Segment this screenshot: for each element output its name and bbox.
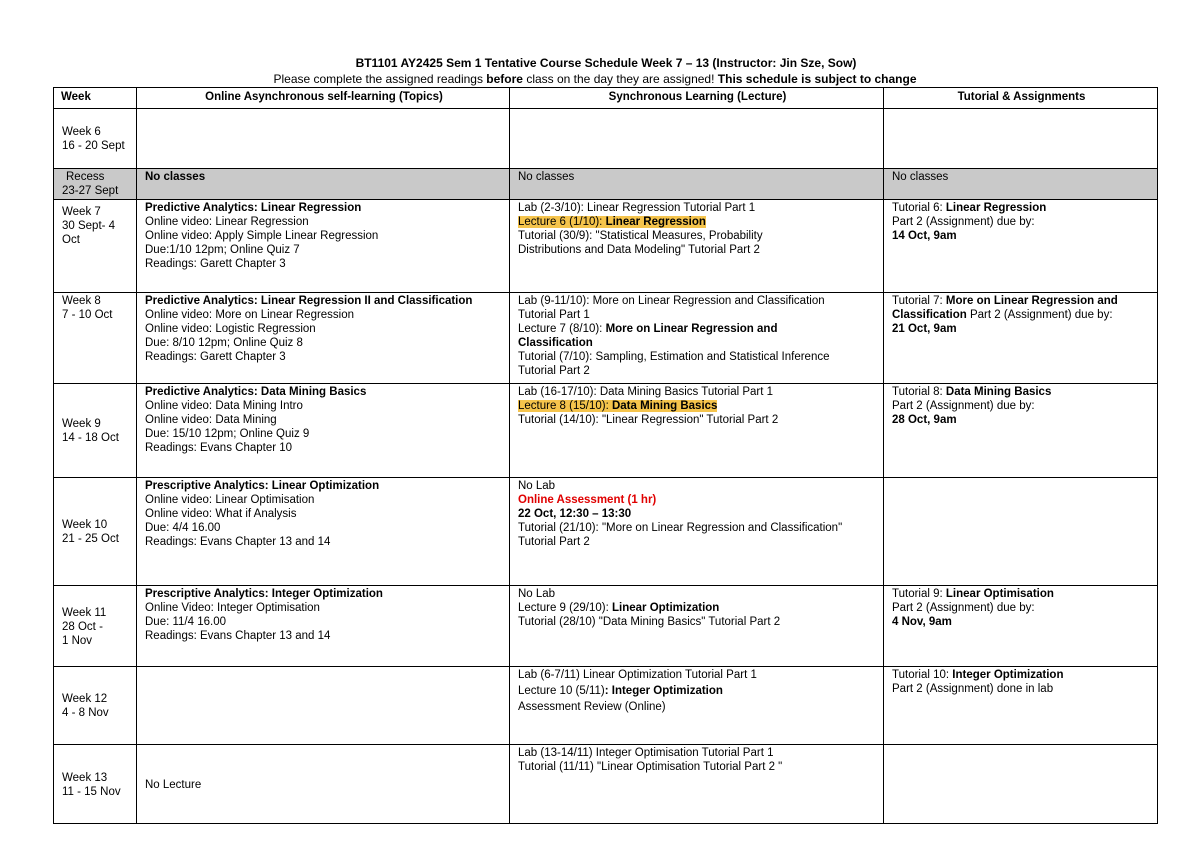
online-cell: Prescriptive Analytics: Integer Optimization Online Video: Integer Optimisation Due: 11/4 16.00 Readings: Evans Chapter 13 and 14 [137,586,510,667]
online-cell: Predictive Analytics: Linear Regression II and Classification Online video: More on Linear Regression Online video: Logistic Regression Due: 8/10 12pm; Online Quiz 8 Readings: Garett Chapter 3 [137,293,510,384]
week-cell: Week 11 28 Oct - 1 Nov [54,586,137,667]
online-cell [137,667,510,745]
week-cell: Week 10 21 - 25 Oct [54,478,137,586]
online-assessment-label: Online Assessment (1 hr) [518,494,657,506]
tutorial-cell: Tutorial 6: Linear Regression Part 2 (Assignment) due by: 14 Oct, 9am [884,200,1158,293]
tutorial-cell [884,745,1158,824]
week-cell: Week 6 16 - 20 Sept [54,109,137,169]
online-cell: Predictive Analytics: Data Mining Basics Online video: Data Mining Intro Online video: Data Mining Due: 15/10 12pm; Online Quiz 9 Readings: Evans Chapter 10 [137,384,510,478]
header-row [54,88,1158,109]
sync-cell: No classes [510,169,884,200]
page-title: BT1101 AY2425 Sem 1 Tentative Course Schedule Week 7 – 13 (Instructor: Jin Sze, Sow) [355,56,857,70]
week-cell: Week 9 14 - 18 Oct [54,384,137,478]
tutorial-cell: No classes [884,169,1158,200]
row-recess [54,169,1158,200]
row-week-11 [54,586,1158,667]
sync-cell: Lab (13-14/11) Integer Optimisation Tutorial Part 1 Tutorial (11/11) "Linear Optimisation Tutorial Part 2 " [510,745,884,824]
week-cell: Week 13 11 - 15 Nov [54,745,137,824]
week-cell: Recess 23-27 Sept [54,169,137,200]
header-tutorial: Tutorial & Assignments [884,88,1158,109]
header-week: Week [54,88,137,109]
tutorial-cell: Tutorial 9: Linear Optimisation Part 2 (Assignment) due by: 4 Nov, 9am [884,586,1158,667]
row-week-7 [54,200,1158,293]
header-online: Online Asynchronous self-learning (Topics) [137,88,510,109]
row-week-9 [54,384,1158,478]
sync-cell: No Lab Online Assessment (1 hr) 22 Oct, 12:30 – 13:30 Tutorial (21/10): "More on Linear Regression and Classification" Tutorial Part 2 [510,478,884,586]
sync-cell: Lab (6-7/11) Linear Optimization Tutorial Part 1 Lecture 10 (5/11): Integer Optimization Assessment Review (Online) [510,667,884,745]
sync-cell: No Lab Lecture 9 (29/10): Linear Optimization Tutorial (28/10) "Data Mining Basics" Tutorial Part 2 [510,586,884,667]
sync-cell: Lab (9-11/10): More on Linear Regression and Classification Tutorial Part 1 Lecture 7 (8/10): More on Linear Regression and Classification Tutorial (7/10): Sampling, Estimation and Statistical Inference Tutorial Part 2 [510,293,884,384]
row-week-13 [54,745,1158,824]
tutorial-cell [884,478,1158,586]
sync-cell [510,109,884,169]
page-subtitle: Please complete the assigned readings before class on the day they are assigned! This schedule is subject to change [273,72,917,86]
week-cell: Week 8 7 - 10 Oct [54,293,137,384]
sync-cell: Lab (16-17/10): Data Mining Basics Tutorial Part 1 Lecture 8 (15/10): Data Mining Basics Tutorial (14/10): "Linear Regression" Tutorial Part 2 [510,384,884,478]
online-cell [137,109,510,169]
row-week-12 [54,667,1158,745]
row-week-6 [54,109,1158,169]
tutorial-cell: Tutorial 10: Integer Optimization Part 2 (Assignment) done in lab [884,667,1158,745]
online-cell: Prescriptive Analytics: Linear Optimization Online video: Linear Optimisation Online video: What if Analysis Due: 4/4 16.00 Readings: Evans Chapter 13 and 14 [137,478,510,586]
online-cell: No Lecture [137,745,510,824]
header-sync: Synchronous Learning (Lecture) [510,88,884,109]
week-cell: Week 12 4 - 8 Nov [54,667,137,745]
tutorial-cell: Tutorial 8: Data Mining Basics Part 2 (Assignment) due by: 28 Oct, 9am [884,384,1158,478]
row-week-10 [54,478,1158,586]
sync-cell: Lab (2-3/10): Linear Regression Tutorial Part 1 Lecture 6 (1/10): Linear Regression Tutorial (30/9): "Statistical Measures, Probability Distributions and Data Modeling" Tutorial Part 2 [510,200,884,293]
tutorial-cell [884,109,1158,169]
week-cell: Week 7 30 Sept- 4 Oct [54,200,137,293]
row-week-8 [54,293,1158,384]
online-cell: No classes [137,169,510,200]
schedule-table [53,87,1158,824]
tutorial-cell: Tutorial 7: More on Linear Regression and Classification Part 2 (Assignment) due by: 21 Oct, 9am [884,293,1158,384]
online-cell: Predictive Analytics: Linear Regression Online video: Linear Regression Online video: Apply Simple Linear Regression Due:1/10 12pm; Online Quiz 7 Readings: Garett Chapter 3 [137,200,510,293]
